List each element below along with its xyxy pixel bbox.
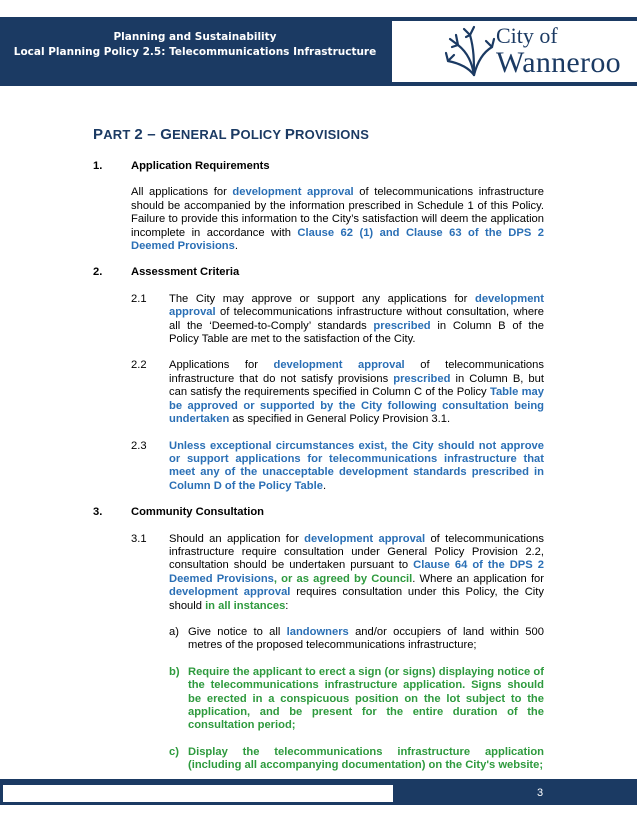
list-item-c: c) Display the telecommunications infrastructure application (including all accompanying documentation) on the City's website; [169,745,544,772]
section-number: 3. [93,506,103,519]
policy-content [93,160,544,773]
subsection-2-3: 2.3 Unless exceptional circumstances exist, the City should not approve or support applications for telecommunications infrastructure that meet any of the unacceptable development standards prescribed in Column D of the Policy Table. [131,439,544,492]
subsection-number: 3.1 [131,532,147,545]
city-logo [392,21,637,82]
subsection-3-1: 3.1 Should an application for development approval of telecommunications infrastructure require consultation under General Policy Provision 2.2, consultation should be undertaken pursuant to Clause 64 of the DPS 2 Deemed Provisions, or as agreed by Council. Where an application for development approval requires consultation under this Policy, the City should in all instances: a) Give notice to all landowners and/or occupiers of land within 500 metres of the proposed telecommunications infrastructure; b) Require the applicant to erect a sign (or signs) displaying notice of the telecommunications infrastructure application. Signs should be erected in a conspicuous position on the lot subject to the application, and be present for the entire duration of the consultation period; c) Display the telecommunications infrastructure application (including all accompanying documentation) on the City's website; [131,532,544,772]
subsection-2-2: 2.2 Applications for development approval of telecommunications infrastructure that do not satisfy provisions prescribed in Column B, but can satisfy the requirements specified in Column C of the Policy Table may be approved or supported by the City following consultation being undertaken as specified in General Policy Provision 3.1. [131,359,545,426]
list-item-b: b) Require the applicant to erect a sign (or signs) displaying notice of the telecommunications infrastructure application. Signs should be erected in a conspicuous position on the lot subject to the application, and be present for the entire duration of the consultation period; [169,665,544,732]
footer-blank-box [3,785,393,802]
subsection-number: 2.1 [131,292,147,305]
logo-name-text: Wanneroo [496,46,621,79]
section-heading: Community Consultation [131,506,264,519]
section-number: 2. [93,266,103,279]
section-heading: Assessment Criteria [131,266,240,279]
logo-city-text: City of [496,23,558,48]
header-title [0,30,390,60]
section-assessment-criteria [93,266,544,493]
subsection-2-1: 2.1 The City may approve or support any applications for development approval of telecommunications infrastructure without consultation, where all the ‘Deemed-to-Comply’ standards prescribed in Column B of the Policy Table are met to the satisfaction of the City. [131,292,544,346]
section-community-consultation [93,506,544,773]
list-item-marker: a) [169,625,179,638]
section-paragraph: All applications for development approval of telecommunications infrastructure should be accompanied by the information prescribed in Schedule 1 of this Policy. Failure to provide this information to the City’s satisfaction will deem the application incomplete in accordance with Clause 62 (1) and Clause 63 of the DPS 2 Deemed Provisions. [131,186,544,253]
subsection-number: 2.3 [131,439,147,452]
list-item-marker: c) [169,745,179,758]
list-item-marker: b) [169,665,180,678]
section-number: 1. [93,160,103,172]
header-department: Planning and Sustainability [113,31,277,43]
section-application-requirements [93,160,544,253]
wanneroo-flower-icon [444,25,496,77]
page-number: 3 [536,787,544,799]
subsection-number: 2.2 [131,359,147,372]
list-item-a: a) Give notice to all landowners and/or occupiers of land within 500 metres of the proposed telecommunications infrastructure; [169,625,544,652]
section-heading: Application Requirements [131,160,270,172]
part-title: PART 2 – GENERAL POLICY PROVISIONS [93,126,370,143]
header-policy-name: Local Planning Policy 2.5: Telecommunications Infrastructure [13,46,377,58]
